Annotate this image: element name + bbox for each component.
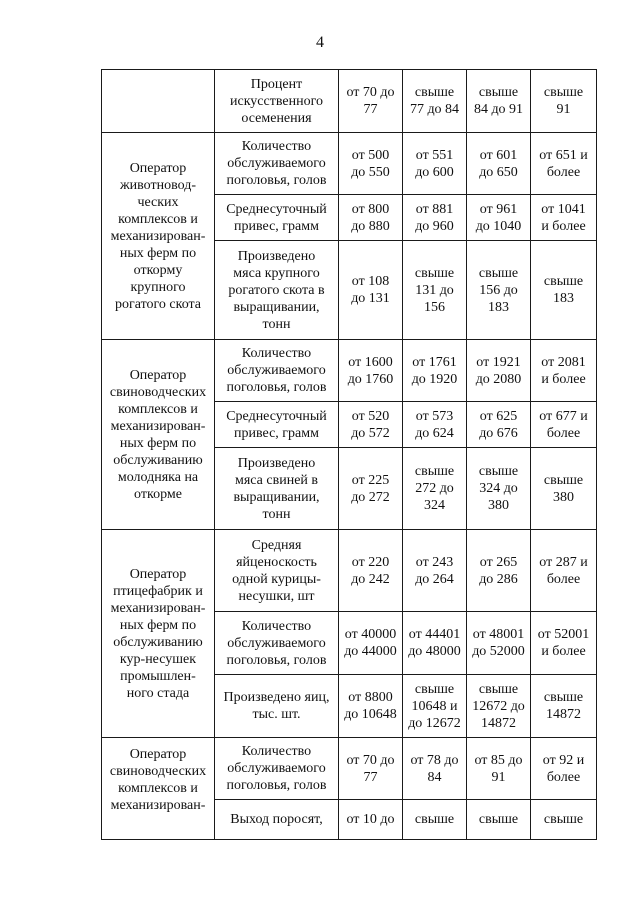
value-cell: от 1761 до 1920 (403, 340, 467, 402)
value-cell: от 1041 и более (531, 195, 597, 241)
value-cell: свыше 272 до 324 (403, 448, 467, 530)
indicator-cell: Количество обслуживаемого поголовья, голов (215, 133, 339, 195)
value-cell: свыше 14872 (531, 675, 597, 738)
value-cell: свыше 183 (531, 241, 597, 340)
table-row (102, 530, 597, 612)
value-cell: от 225 до 272 (339, 448, 403, 530)
value-cell: от 1600 до 1760 (339, 340, 403, 402)
table-row (102, 340, 597, 402)
indicator-cell: Количество обслуживаемого поголовья, голов (215, 340, 339, 402)
value-cell: от 78 до 84 (403, 738, 467, 800)
value-cell: от 551 до 600 (403, 133, 467, 195)
value-cell: от 573 до 624 (403, 402, 467, 448)
norms-table (101, 69, 597, 840)
indicator-cell: Произведено мяса свиней в выращивании, тонн (215, 448, 339, 530)
value-cell: от 70 до 77 (339, 738, 403, 800)
value-cell: свыше (531, 800, 597, 840)
value-cell: свыше 84 до 91 (467, 70, 531, 133)
indicator-cell: Выход поросят, (215, 800, 339, 840)
value-cell: от 800 до 880 (339, 195, 403, 241)
page-number: 4 (316, 34, 324, 51)
value-cell: от 500 до 550 (339, 133, 403, 195)
value-cell: от 10 до (339, 800, 403, 840)
value-cell: от 651 и более (531, 133, 597, 195)
value-cell: от 243 до 264 (403, 530, 467, 612)
value-cell: свыше 77 до 84 (403, 70, 467, 133)
value-cell: свыше 10648 и до 12672 (403, 675, 467, 738)
occupation-cell (102, 70, 215, 133)
value-cell: от 85 до 91 (467, 738, 531, 800)
value-cell: от 48001 до 52000 (467, 612, 531, 675)
occupation-cell: Оператор птицефабрик и механизирован- ных ферм по обслуживанию кур-несушек промышлен- ного стада (102, 530, 215, 738)
indicator-cell: Произведено яиц, тыс. шт. (215, 675, 339, 738)
value-cell: от 40000 до 44000 (339, 612, 403, 675)
indicator-cell: Среднесуточный привес, грамм (215, 402, 339, 448)
value-cell: от 961 до 1040 (467, 195, 531, 241)
value-cell: от 70 до 77 (339, 70, 403, 133)
value-cell: от 601 до 650 (467, 133, 531, 195)
value-cell: свыше 131 до 156 (403, 241, 467, 340)
value-cell: от 881 до 960 (403, 195, 467, 241)
indicator-cell: Произведено мяса крупного рогатого скота в выращивании, тонн (215, 241, 339, 340)
value-cell: от 677 и более (531, 402, 597, 448)
occupation-cell: Оператор свиноводческих комплексов и механизирован- (102, 738, 215, 840)
value-cell: свыше 12672 до 14872 (467, 675, 531, 738)
value-cell: от 287 и более (531, 530, 597, 612)
value-cell: от 108 до 131 (339, 241, 403, 340)
value-cell: свыше 91 (531, 70, 597, 133)
indicator-cell: Среднесуточный привес, грамм (215, 195, 339, 241)
value-cell: от 1921 до 2080 (467, 340, 531, 402)
indicator-cell: Процент искусственного осеменения (215, 70, 339, 133)
value-cell: свыше 324 до 380 (467, 448, 531, 530)
value-cell: от 8800 до 10648 (339, 675, 403, 738)
table-row (102, 70, 597, 133)
indicator-cell: Количество обслуживаемого поголовья, голов (215, 612, 339, 675)
value-cell: свыше 156 до 183 (467, 241, 531, 340)
value-cell: свыше (467, 800, 531, 840)
indicator-cell: Средняя яйценоскость одной курицы- несушки, шт (215, 530, 339, 612)
occupation-cell: Оператор животновод- ческих комплексов и механизирован- ных ферм по откорму крупного рогатого скота (102, 133, 215, 340)
value-cell: от 2081 и более (531, 340, 597, 402)
value-cell: от 52001 и более (531, 612, 597, 675)
value-cell: свыше 380 (531, 448, 597, 530)
value-cell: от 44401 до 48000 (403, 612, 467, 675)
table-row (102, 133, 597, 195)
occupation-cell: Оператор свиноводческих комплексов и механизирован- ных ферм по обслуживанию молодняка на откорме (102, 340, 215, 530)
value-cell: от 520 до 572 (339, 402, 403, 448)
value-cell: от 92 и более (531, 738, 597, 800)
value-cell: от 625 до 676 (467, 402, 531, 448)
value-cell: от 220 до 242 (339, 530, 403, 612)
indicator-cell: Количество обслуживаемого поголовья, голов (215, 738, 339, 800)
value-cell: свыше (403, 800, 467, 840)
table-row (102, 738, 597, 800)
value-cell: от 265 до 286 (467, 530, 531, 612)
